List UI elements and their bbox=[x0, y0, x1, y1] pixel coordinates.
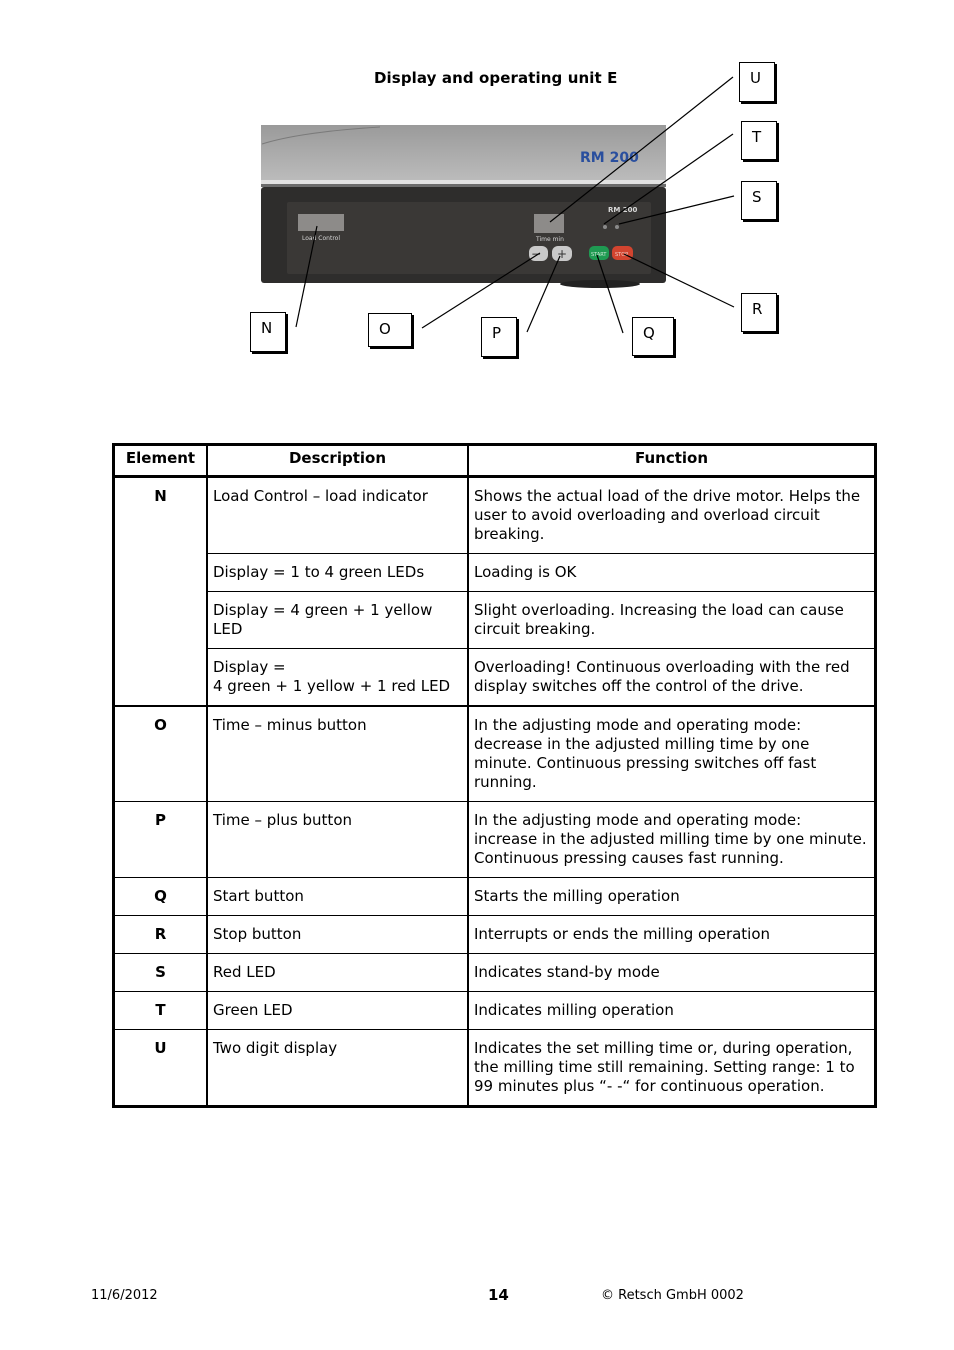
table-row bbox=[114, 477, 876, 554]
load-control-label: Load Control bbox=[302, 235, 340, 242]
svg-text:START: START bbox=[591, 252, 607, 258]
row-description: Green LED bbox=[207, 992, 468, 1030]
row-function: Shows the actual load of the drive motor. Helps the user to avoid overloading and overload circuit breaking. bbox=[468, 477, 876, 554]
row-function: Loading is OK bbox=[468, 554, 876, 592]
table-header-row bbox=[114, 445, 876, 477]
callout-p: P bbox=[481, 317, 517, 357]
table-row bbox=[114, 1030, 876, 1107]
svg-text:STOP: STOP bbox=[615, 252, 629, 258]
table-row bbox=[114, 916, 876, 954]
row-element: N bbox=[114, 477, 208, 707]
table-row bbox=[114, 954, 876, 992]
row-description: Time – minus button bbox=[207, 706, 468, 802]
row-description: Stop button bbox=[207, 916, 468, 954]
time-label: Time min bbox=[536, 236, 564, 243]
row-description: Display = 1 to 4 green LEDs bbox=[207, 554, 468, 592]
plus-button[interactable] bbox=[552, 246, 572, 261]
figure-caption: Display and operating unit E bbox=[374, 69, 618, 87]
svg-text:−: − bbox=[531, 247, 542, 261]
table-row bbox=[114, 649, 876, 707]
header-function: Function bbox=[468, 445, 876, 477]
row-description: Display = 4 green + 1 yellow LED bbox=[207, 592, 468, 649]
row-element: O bbox=[114, 706, 208, 802]
row-description: Start button bbox=[207, 878, 468, 916]
load-control-display bbox=[298, 214, 344, 231]
brand-logo: RM 200 bbox=[580, 150, 639, 166]
row-description: Red LED bbox=[207, 954, 468, 992]
page-number: 14 bbox=[488, 1286, 509, 1304]
row-function: Indicates milling operation bbox=[468, 992, 876, 1030]
row-element: T bbox=[114, 992, 208, 1030]
control-panel-diagram bbox=[0, 0, 954, 400]
footer-date: 11/6/2012 bbox=[91, 1288, 158, 1303]
callout-r: R bbox=[741, 293, 777, 332]
row-description: Two digit display bbox=[207, 1030, 468, 1107]
table-row bbox=[114, 992, 876, 1030]
green-led bbox=[603, 225, 607, 229]
stop-button[interactable] bbox=[612, 246, 633, 260]
table-row bbox=[114, 554, 876, 592]
callout-s: S bbox=[741, 181, 777, 220]
callout-n: N bbox=[250, 312, 286, 352]
row-function: Starts the milling operation bbox=[468, 878, 876, 916]
row-function: Slight overloading. Increasing the load can cause circuit breaking. bbox=[468, 592, 876, 649]
footer-copyright: © Retsch GmbH 0002 bbox=[601, 1288, 744, 1303]
start-button[interactable] bbox=[589, 246, 609, 260]
row-element: U bbox=[114, 1030, 208, 1107]
row-element: R bbox=[114, 916, 208, 954]
row-description: Display = 4 green + 1 yellow + 1 red LED bbox=[207, 649, 468, 707]
row-element: P bbox=[114, 802, 208, 878]
callout-o: O bbox=[368, 313, 412, 347]
callout-u: U bbox=[739, 62, 775, 102]
row-description: Load Control – load indicator bbox=[207, 477, 468, 554]
table-row bbox=[114, 802, 876, 878]
header-element: Element bbox=[114, 445, 208, 477]
table-row bbox=[114, 878, 876, 916]
row-function: Indicates the set milling time or, during operation, the milling time still remaining. Setting range: 1 to 99 minutes plus “- -“ for continuous operation. bbox=[468, 1030, 876, 1107]
time-display bbox=[534, 214, 564, 233]
svg-text:+: + bbox=[557, 247, 568, 261]
callout-q: Q bbox=[632, 317, 674, 356]
table-row bbox=[114, 706, 876, 802]
model-label: RM 200 bbox=[608, 206, 638, 214]
table-row bbox=[114, 592, 876, 649]
row-function: Interrupts or ends the milling operation bbox=[468, 916, 876, 954]
row-function: In the adjusting mode and operating mode: decrease in the adjusted milling time by one minute. Continuous pressing switches off fast running. bbox=[468, 706, 876, 802]
row-description: Time – plus button bbox=[207, 802, 468, 878]
row-element: Q bbox=[114, 878, 208, 916]
header-description: Description bbox=[207, 445, 468, 477]
red-led bbox=[615, 225, 619, 229]
row-element: S bbox=[114, 954, 208, 992]
callout-t: T bbox=[741, 121, 777, 160]
element-table bbox=[112, 443, 877, 1108]
row-function: Overloading! Continuous overloading with the red display switches off the control of the drive. bbox=[468, 649, 876, 707]
row-function: In the adjusting mode and operating mode: increase in the adjusted milling time by one minute. Continuous pressing causes fast running. bbox=[468, 802, 876, 878]
row-function: Indicates stand-by mode bbox=[468, 954, 876, 992]
